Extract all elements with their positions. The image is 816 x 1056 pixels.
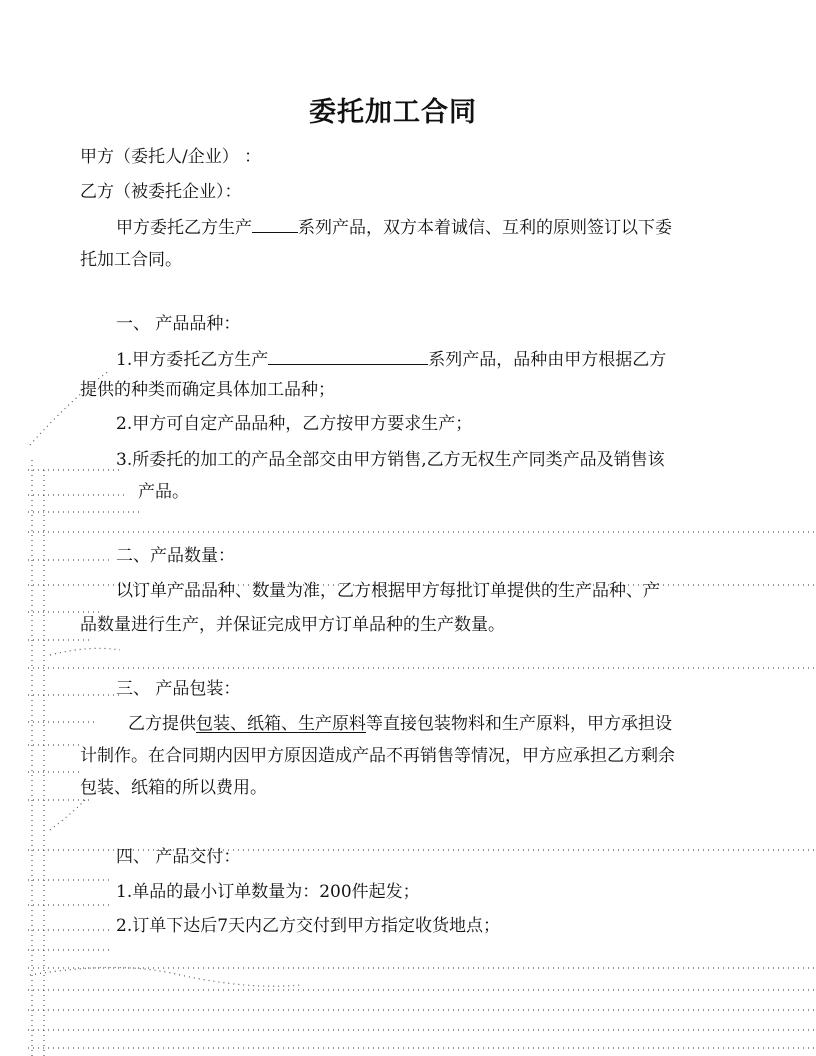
s3-underlined-cartons: 纸箱 — [247, 714, 281, 734]
section-2-heading: 二、产品数量： — [116, 546, 235, 566]
intro-line-2: 托加工合同。 — [80, 250, 182, 270]
s1-i1-before-blank: 1.甲方委托乙方生产 — [116, 350, 269, 370]
s3-underlined-materials: 生产原料 — [298, 714, 366, 734]
section-4-item-2: 2.订单下达后7天内乙方交付到甲方指定收货地点； — [116, 916, 501, 936]
section-1-item-3-line-2: 产品。 — [138, 482, 189, 502]
section-1-item-3-line-1: 3.所委托的加工的产品全部交由甲方销售,乙方无权生产同类产品及销售该 — [116, 450, 665, 470]
party-b-line: 乙方（被委托企业）： — [80, 182, 242, 202]
section-3-line-2: 计制作。在合同期内因甲方原因造成产品不再销售等情况，甲方应承担乙方剩余 — [80, 746, 675, 766]
section-1-heading: 一、 产品品种： — [116, 314, 241, 334]
s3-sep-1: 、 — [230, 714, 247, 734]
section-1-item-1-line-1 — [116, 348, 666, 370]
s3-l1-pre: 乙方提供 — [128, 714, 196, 734]
intro-text-before-blank: 甲方委托乙方生产 — [116, 218, 252, 238]
section-1-item-2: 2.甲方可自定产品品种，乙方按甲方要求生产； — [116, 414, 473, 434]
contract-title: 委托加工合同 — [309, 97, 477, 128]
section-2-line-2: 品数量进行生产，并保证完成甲方订单品种的生产数量。 — [80, 615, 505, 635]
section-3-heading: 三、 产品包装： — [116, 679, 241, 699]
section-2-line-1: 以订单产品品种、数量为准，乙方根据甲方每批订单提供的生产品种、产 — [116, 581, 660, 601]
section-3-line-3: 包装、纸箱的所以费用。 — [80, 778, 267, 798]
intro-line-1 — [116, 216, 672, 238]
s3-l1-post: 等直接包装物料和生产原料，甲方承担设 — [366, 714, 672, 734]
intro-text-after-blank: 系列产品，双方本着诚信、互利的原则签订以下委 — [298, 218, 672, 238]
section-1-item-1-line-2: 提供的种类而确定具体加工品种； — [80, 380, 335, 400]
section-4-heading: 四、 产品交付： — [116, 847, 241, 867]
party-a-line: 甲方（委托人/企业） ： — [80, 147, 262, 167]
section-4-item-1: 1.单品的最小订单数量为：200件起发； — [116, 882, 420, 902]
intro-fill-blank — [252, 216, 298, 233]
s3-underlined-packaging: 包装 — [196, 714, 230, 734]
section-3-line-1 — [128, 714, 672, 734]
s3-sep-2: 、 — [281, 714, 298, 734]
s1-i1-after-blank: 系列产品，品种由甲方根据乙方 — [428, 350, 667, 370]
s1-i1-fill-blank — [268, 348, 428, 365]
